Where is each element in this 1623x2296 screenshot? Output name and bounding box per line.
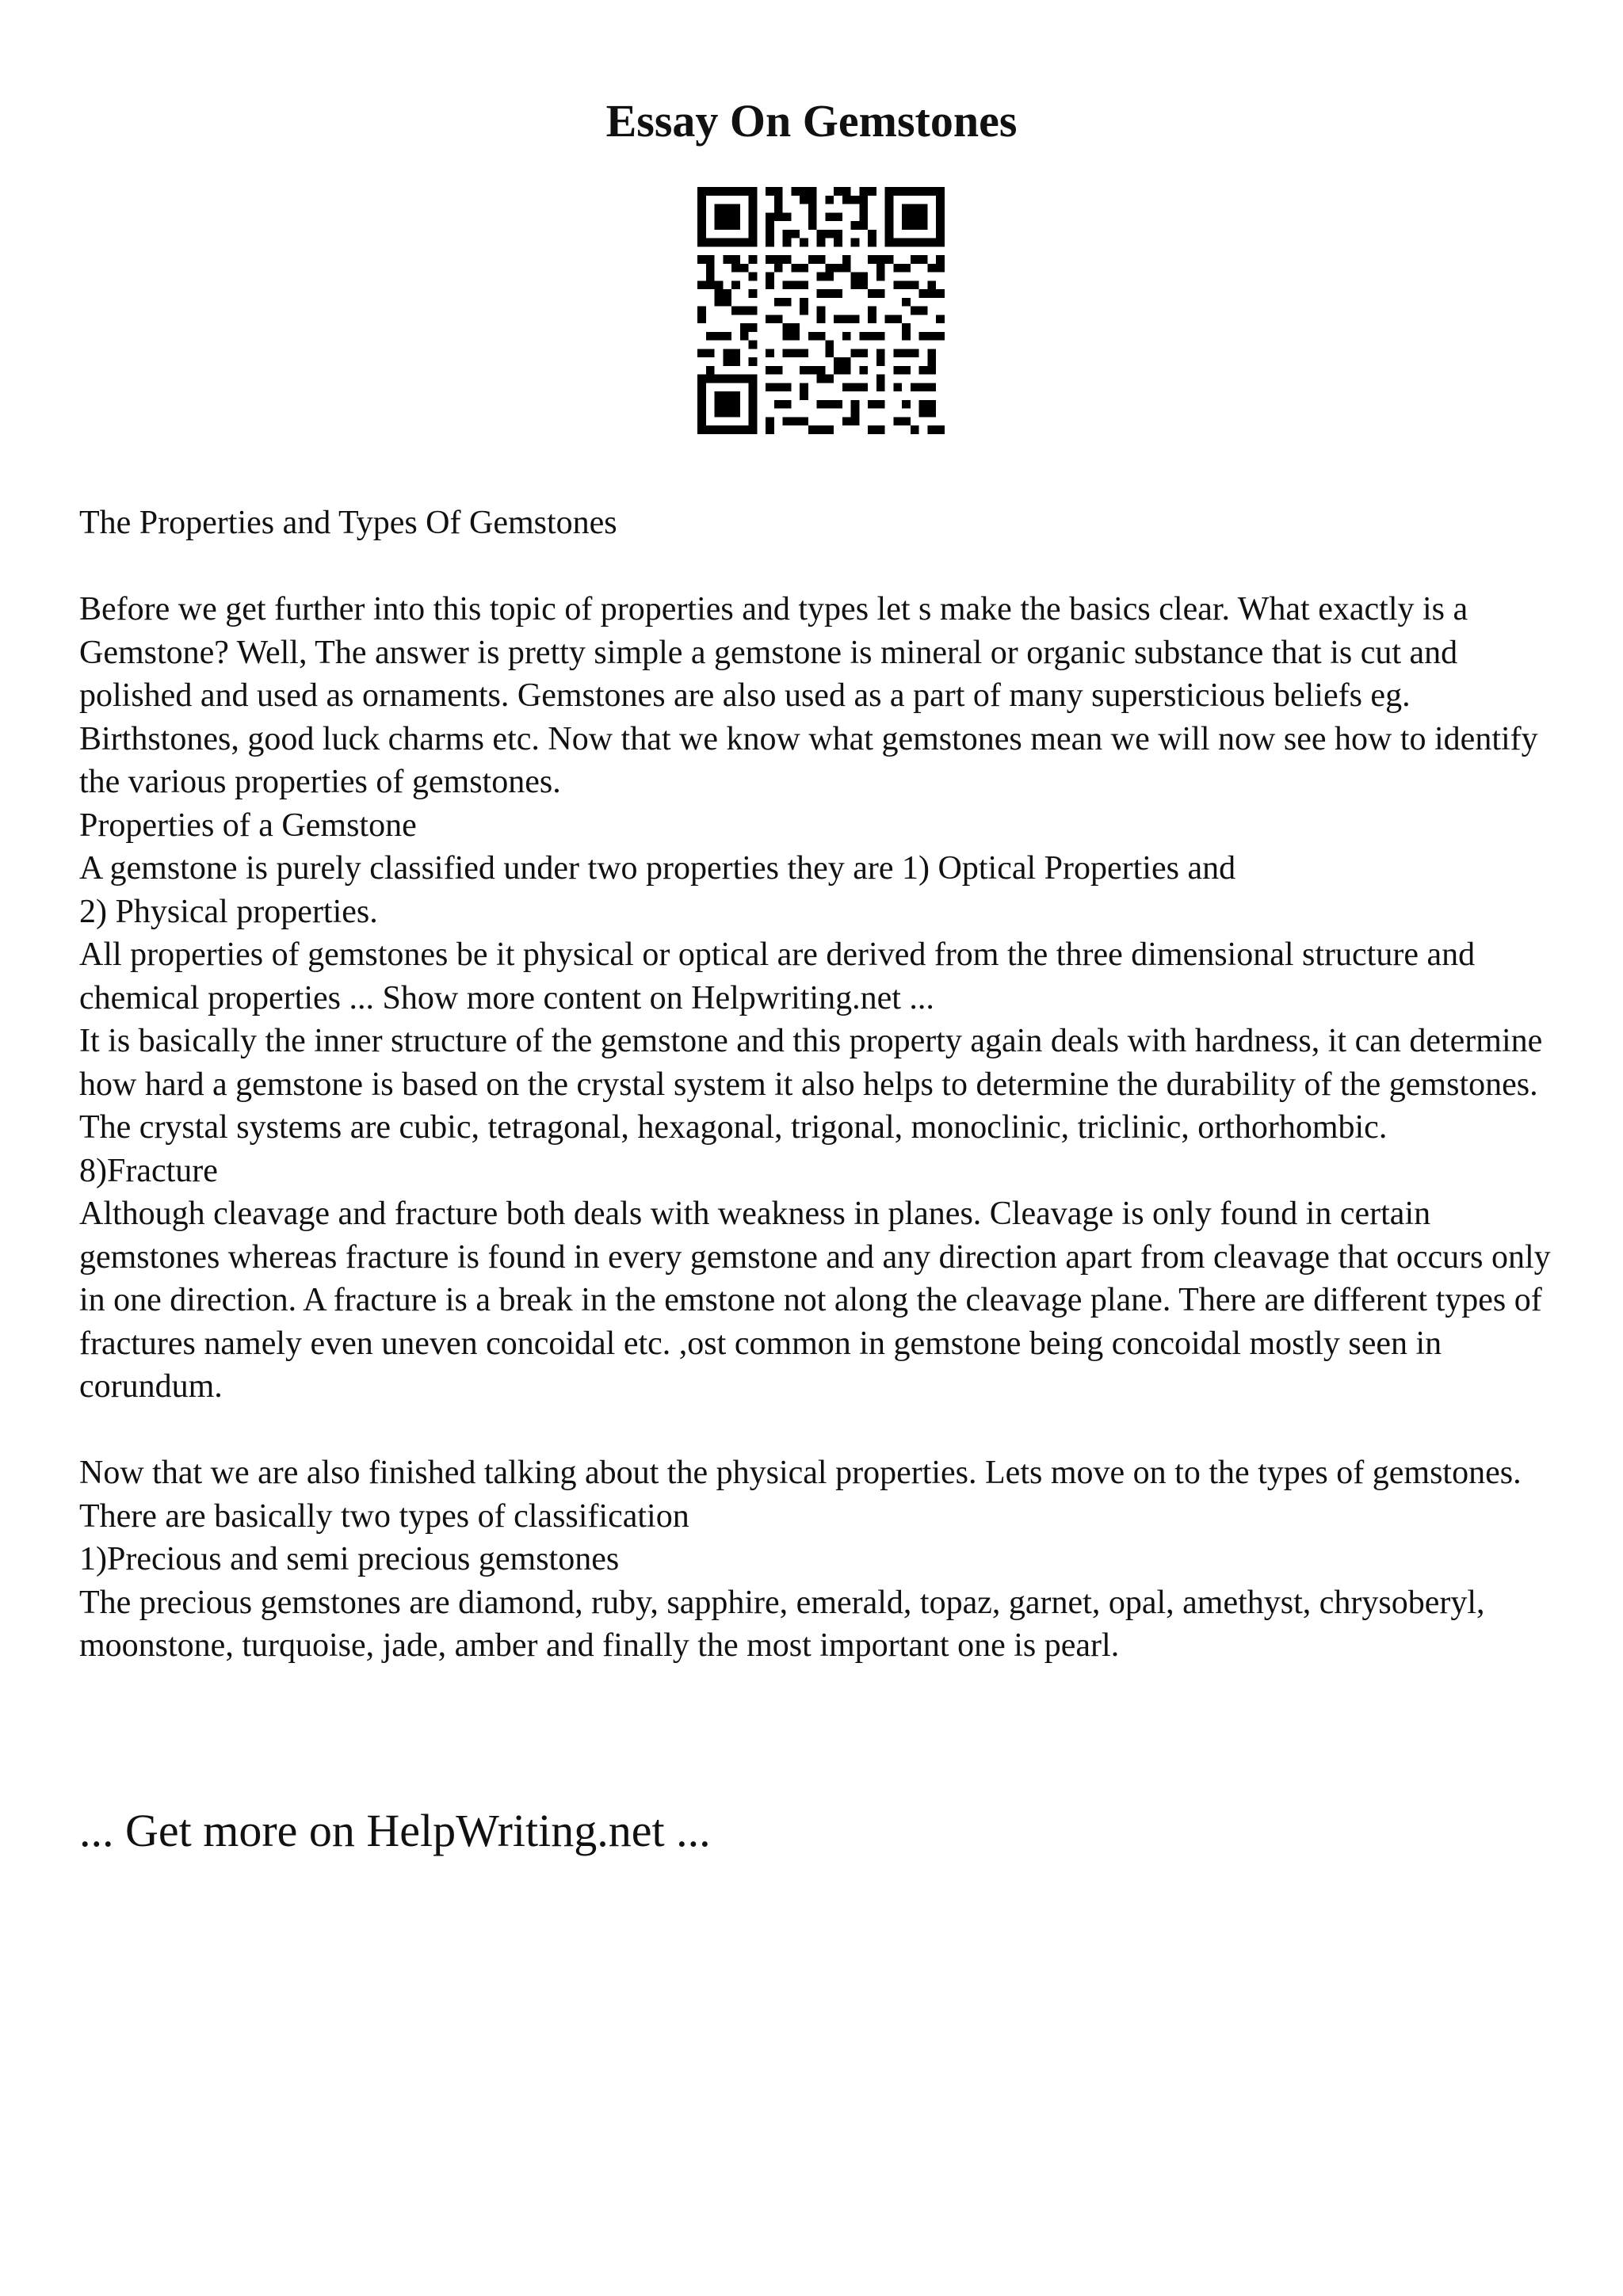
paragraph-properties-heading: Properties of a Gemstone xyxy=(79,807,417,844)
paragraph-classification-1: A gemstone is purely classified under two properties they are 1) Optical Properties and xyxy=(79,850,1236,887)
qr-code-icon xyxy=(697,187,945,434)
paragraph-spacer xyxy=(79,545,1553,589)
paragraph-types-intro: Now that we are also finished talking about the physical properties. Lets move on to the types of gemstones. xyxy=(79,1455,1522,1491)
document-title: Essay On Gemstones xyxy=(605,95,1018,147)
paragraph-classification-2: 2) Physical properties. xyxy=(79,893,378,930)
paragraph-classification-types: There are basically two types of classification xyxy=(79,1497,689,1535)
paragraph-spacer xyxy=(79,1409,1553,1452)
paragraph-crystal-systems: It is basically the inner structure of the gemstone and this property again deals with hardness, it can determine how hard a gemstone is based on the crystal system it also helps to determine the durability of the gemstones. The crystal systems are cubic, tetragonal, hexagonal, trigonal, monoclinic, triclinic, orthorhombic. xyxy=(79,1023,1543,1146)
paragraph-fracture-body: Although cleavage and fracture both deals with weakness in planes. Cleavage is only found in certain gemstones whereas fracture is found in every gemstone and any direction apart from cleavage that occurs only in one direction. A fracture is a break in the emstone not along the cleavage plane. There are different types of fractures namely even uneven concoidal etc. ,ost common in gemstone being concoidal mostly seen in corundum. xyxy=(79,1196,1551,1405)
paragraph-intro: Before we get further into this topic of properties and types let s make the basics clear. What exactly is a Gemstone? Well, The answer is pretty simple a gemstone is mineral or organic substance that is cut and polished and used as ornaments. Gemstones are also used as a part of many supersticious beliefs eg. Birthstones, good luck charms etc. Now that we know what gemstones mean we will now see how to identify the various properties of gemstones. xyxy=(79,591,1538,800)
paragraph-derived-properties: All properties of gemstones be it physical or optical are derived from the three dimensional structure and chemical properties ... Show more content on Helpwriting.net ... xyxy=(79,936,1476,1016)
get-more-link[interactable]: ... Get more on HelpWriting.net ... xyxy=(79,1805,711,1856)
paragraph-precious-list: The precious gemstones are diamond, ruby, sapphire, emerald, topaz, garnet, opal, amethyst, chrysoberyl, moonstone, turquoise, jade, amber and finally the most important one is pearl. xyxy=(79,1584,1485,1664)
paragraph-precious-heading: 1)Precious and semi precious gemstones xyxy=(79,1541,620,1577)
paragraph-fracture-heading: 8)Fracture xyxy=(79,1152,218,1189)
section-heading: The Properties and Types Of Gemstones xyxy=(79,505,617,541)
essay-body xyxy=(79,502,1553,1668)
